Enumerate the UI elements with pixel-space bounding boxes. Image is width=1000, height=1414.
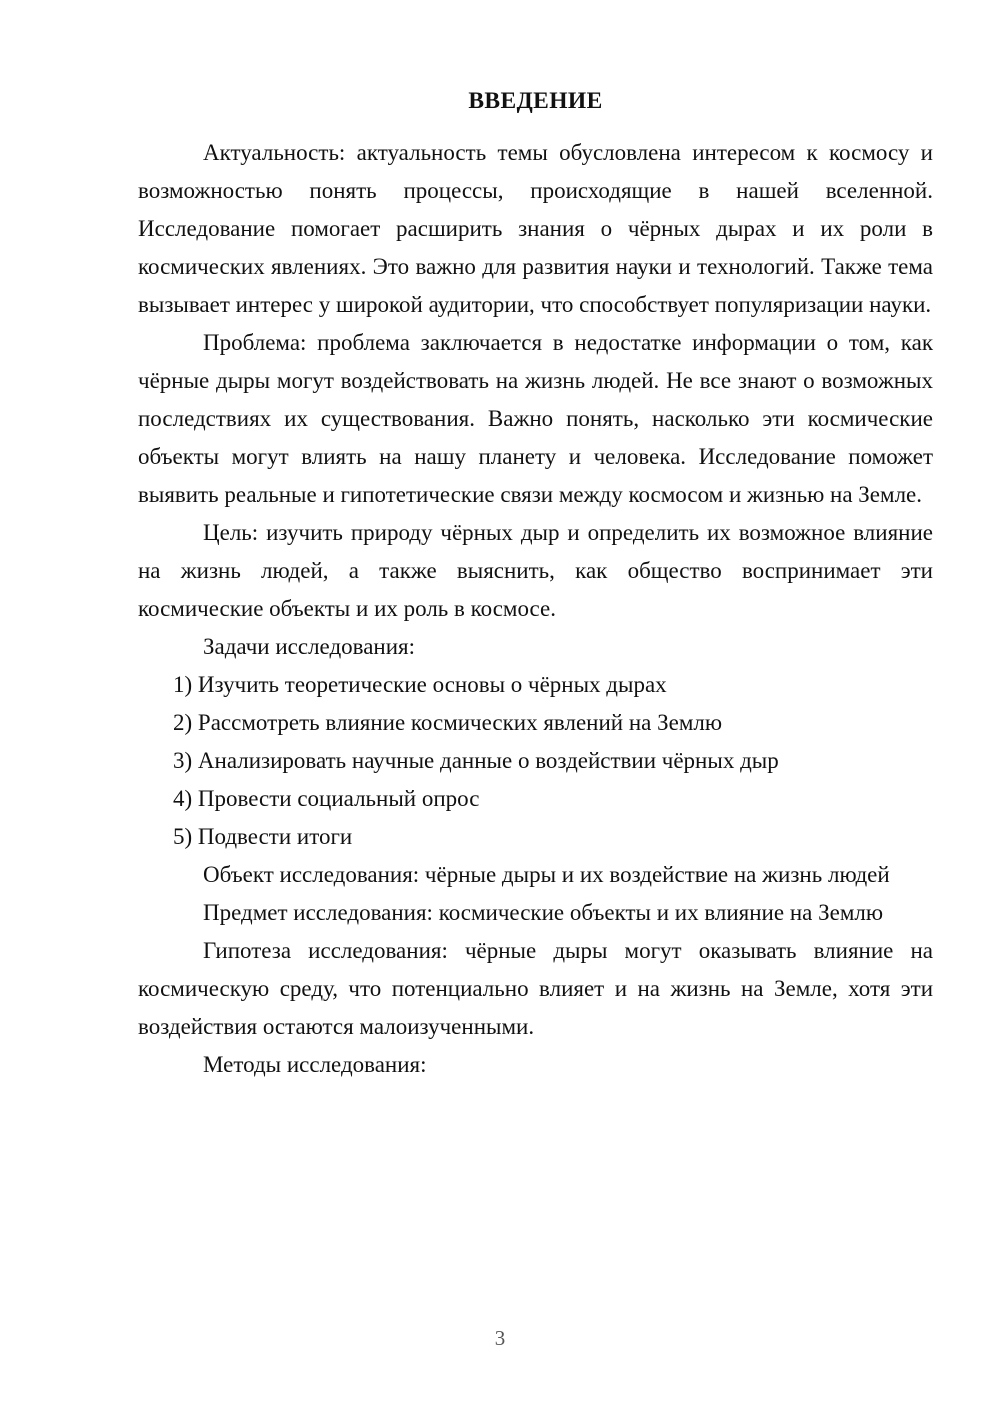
paragraph-goal: Цель: изучить природу чёрных дыр и определить их возможное влияние на жизнь людей, а также выяснить, как общество воспринимает эти космические объекты и их роль в космосе. xyxy=(138,519,933,621)
list-item: 4) Провести социальный опрос xyxy=(173,785,480,811)
list-item: 3) Анализировать научные данные о воздействии чёрных дыр xyxy=(173,747,779,773)
paragraph-problem: Проблема: проблема заключается в недостатке информации о том, как чёрные дыры могут воздействовать на жизнь людей. Не все знают о возможных последствиях их существования. Важно понять, насколько эти космические объекты могут влиять на нашу планету и человека. Исследование поможет выявить реальные и гипотетические связи между космосом и жизнью на Земле. xyxy=(138,329,933,507)
list-item: 5) Подвести итоги xyxy=(173,823,353,849)
paragraph-object: Объект исследования: чёрные дыры и их воздействие на жизнь людей xyxy=(203,861,890,887)
tasks-heading: Задачи исследования: xyxy=(203,633,416,659)
list-item: 1) Изучить теоретические основы о чёрных дырах xyxy=(173,671,667,697)
paragraph-relevance: Актуальность: актуальность темы обусловлена интересом к космосу и возможностью понять процессы, происходящие в нашей вселенной. Исследование помогает расширить знания о чёрных дырах и их роли в космических явлениях. Это важно для развития науки и технологий. Также тема вызывает интерес у широкой аудитории, что способствует популяризации науки. xyxy=(138,139,933,317)
page-title: ВВЕДЕНИЕ xyxy=(468,88,603,114)
list-item: 2) Рассмотреть влияние космических явлений на Землю xyxy=(173,709,723,735)
methods-heading: Методы исследования: xyxy=(203,1051,427,1077)
paragraph-subject: Предмет исследования: космические объекты и их влияние на Землю xyxy=(203,899,884,925)
paragraph-hypothesis: Гипотеза исследования: чёрные дыры могут оказывать влияние на космическую среду, что потенциально влияет и на жизнь на Земле, хотя эти воздействия остаются малоизученными. xyxy=(138,937,933,1039)
tasks-list xyxy=(138,666,933,856)
page-number: 3 xyxy=(494,1326,506,1350)
page-content xyxy=(138,86,933,1084)
